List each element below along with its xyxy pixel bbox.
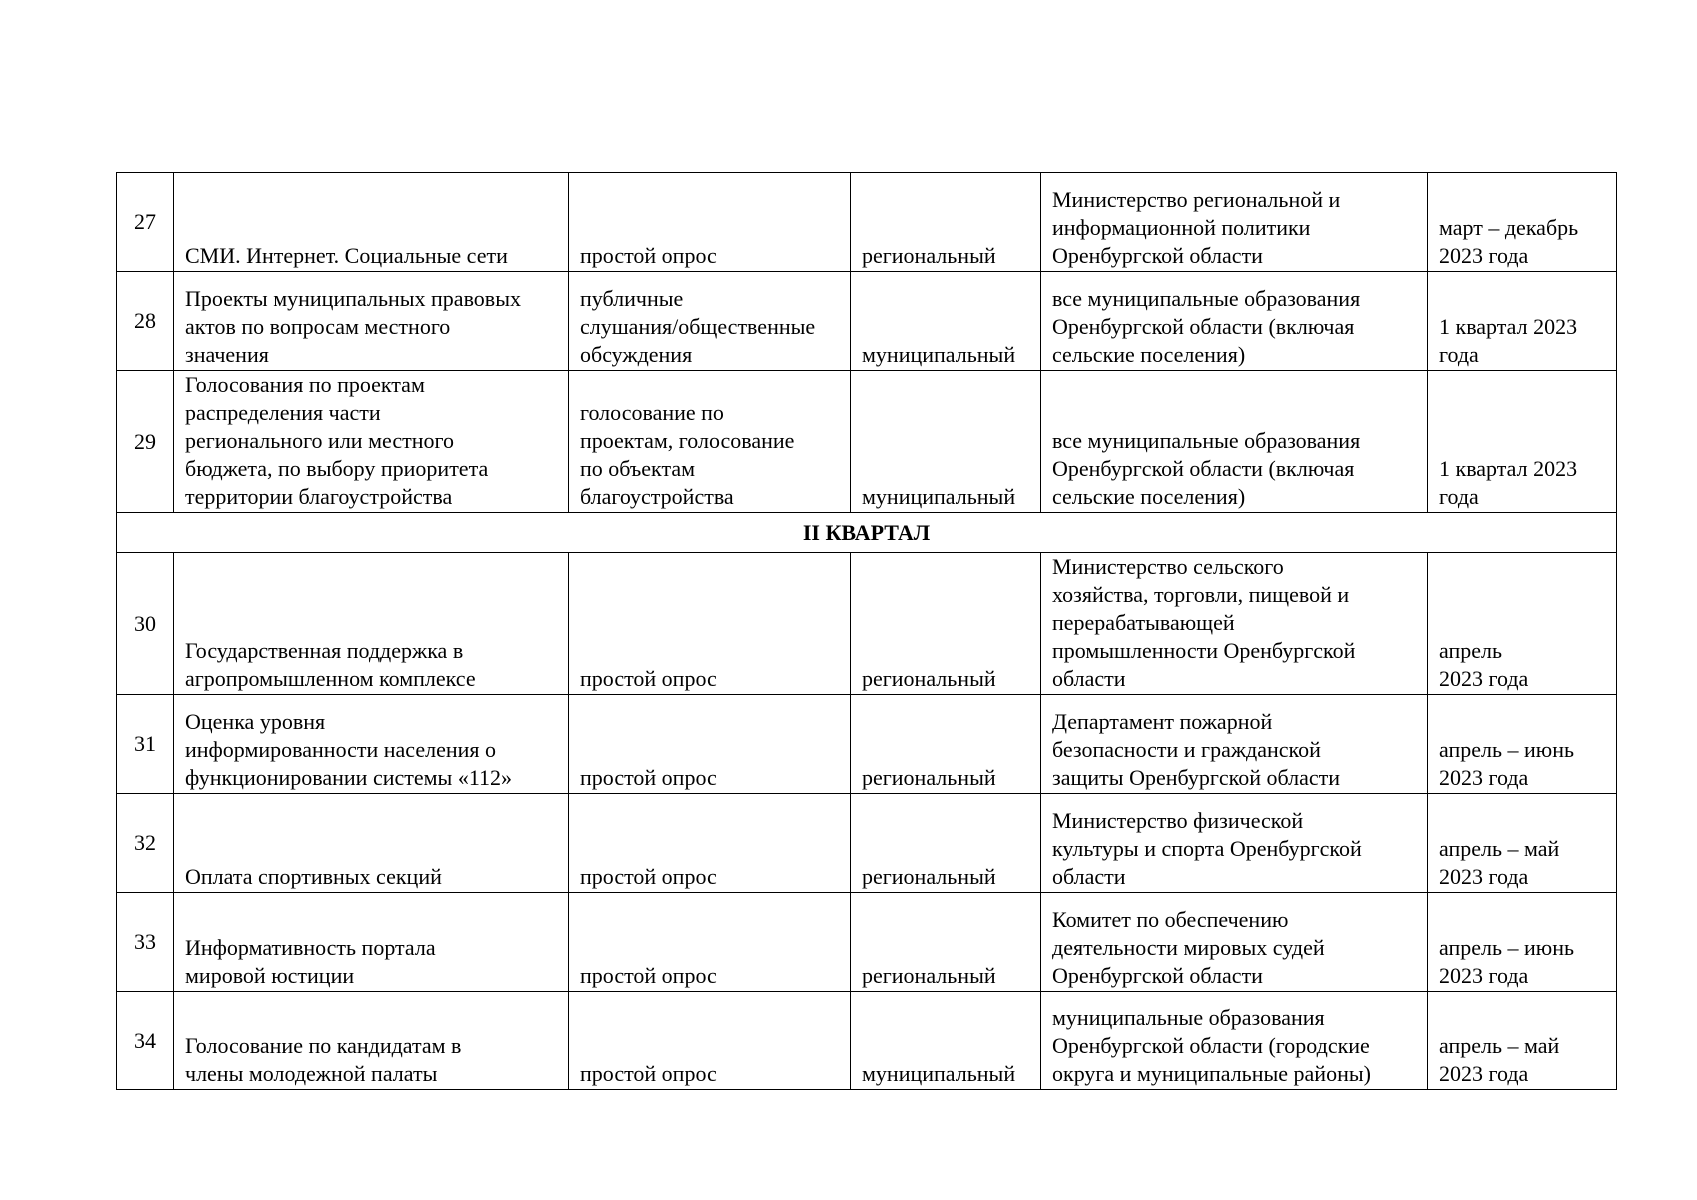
level-cell: региональный	[851, 173, 1041, 272]
form-cell: простой опрос	[569, 794, 851, 893]
responsible-cell: Министерство физической культуры и спорта Оренбургской области	[1041, 794, 1428, 893]
topic-cell: Голосование по кандидатам в члены молодежной палаты	[174, 992, 569, 1090]
level-cell: региональный	[851, 695, 1041, 794]
level-cell: региональный	[851, 893, 1041, 992]
topic-cell: Проекты муниципальных правовых актов по вопросам местного значения	[174, 272, 569, 371]
form-cell: простой опрос	[569, 553, 851, 695]
quarter-heading-row	[117, 513, 1617, 553]
table-row	[117, 553, 1617, 695]
level-cell: региональный	[851, 553, 1041, 695]
row-number: 29	[117, 371, 174, 513]
form-cell: простой опрос	[569, 695, 851, 794]
form-cell: простой опрос	[569, 992, 851, 1090]
form-cell: простой опрос	[569, 173, 851, 272]
topic-cell: Информативность портала мировой юстиции	[174, 893, 569, 992]
table-row	[117, 794, 1617, 893]
period-cell: апрель – май 2023 года	[1428, 794, 1617, 893]
topic-cell: Оплата спортивных секций	[174, 794, 569, 893]
period-cell: апрель – май 2023 года	[1428, 992, 1617, 1090]
row-number: 32	[117, 794, 174, 893]
level-cell: региональный	[851, 794, 1041, 893]
form-cell: публичные слушания/общественные обсуждения	[569, 272, 851, 371]
level-cell: муниципальный	[851, 371, 1041, 513]
period-cell: апрель – июнь 2023 года	[1428, 695, 1617, 794]
form-cell: простой опрос	[569, 893, 851, 992]
responsible-cell: Департамент пожарной безопасности и гражданской защиты Оренбургской области	[1041, 695, 1428, 794]
topic-cell: Голосования по проектам распределения части регионального или местного бюджета, по выбору приоритета территории благоустройства	[174, 371, 569, 513]
row-number: 30	[117, 553, 174, 695]
row-number: 31	[117, 695, 174, 794]
topic-cell: СМИ. Интернет. Социальные сети	[174, 173, 569, 272]
quarter-heading: II КВАРТАЛ	[117, 513, 1617, 553]
responsible-cell: Министерство региональной и информационной политики Оренбургской области	[1041, 173, 1428, 272]
responsible-cell: все муниципальные образования Оренбургской области (включая сельские поселения)	[1041, 371, 1428, 513]
table-row	[117, 173, 1617, 272]
form-cell: голосование по проектам, голосование по объектам благоустройства	[569, 371, 851, 513]
period-cell: апрель 2023 года	[1428, 553, 1617, 695]
row-number: 28	[117, 272, 174, 371]
table-row	[117, 371, 1617, 513]
period-cell: март – декабрь 2023 года	[1428, 173, 1617, 272]
row-number: 27	[117, 173, 174, 272]
period-cell: 1 квартал 2023 года	[1428, 272, 1617, 371]
responsible-cell: Комитет по обеспечению деятельности мировых судей Оренбургской области	[1041, 893, 1428, 992]
row-number: 34	[117, 992, 174, 1090]
survey-plan-table	[116, 172, 1617, 1090]
responsible-cell: все муниципальные образования Оренбургской области (включая сельские поселения)	[1041, 272, 1428, 371]
level-cell: муниципальный	[851, 272, 1041, 371]
period-cell: апрель – июнь 2023 года	[1428, 893, 1617, 992]
table-row	[117, 992, 1617, 1090]
row-number: 33	[117, 893, 174, 992]
level-cell: муниципальный	[851, 992, 1041, 1090]
table-row	[117, 893, 1617, 992]
period-cell: 1 квартал 2023 года	[1428, 371, 1617, 513]
responsible-cell: муниципальные образования Оренбургской области (городские округа и муниципальные районы)	[1041, 992, 1428, 1090]
table-row	[117, 272, 1617, 371]
topic-cell: Государственная поддержка в агропромышленном комплексе	[174, 553, 569, 695]
table-row	[117, 695, 1617, 794]
responsible-cell: Министерство сельского хозяйства, торговли, пищевой и перерабатывающей промышленности Оренбургской области	[1041, 553, 1428, 695]
topic-cell: Оценка уровня информированности населения о функционировании системы «112»	[174, 695, 569, 794]
